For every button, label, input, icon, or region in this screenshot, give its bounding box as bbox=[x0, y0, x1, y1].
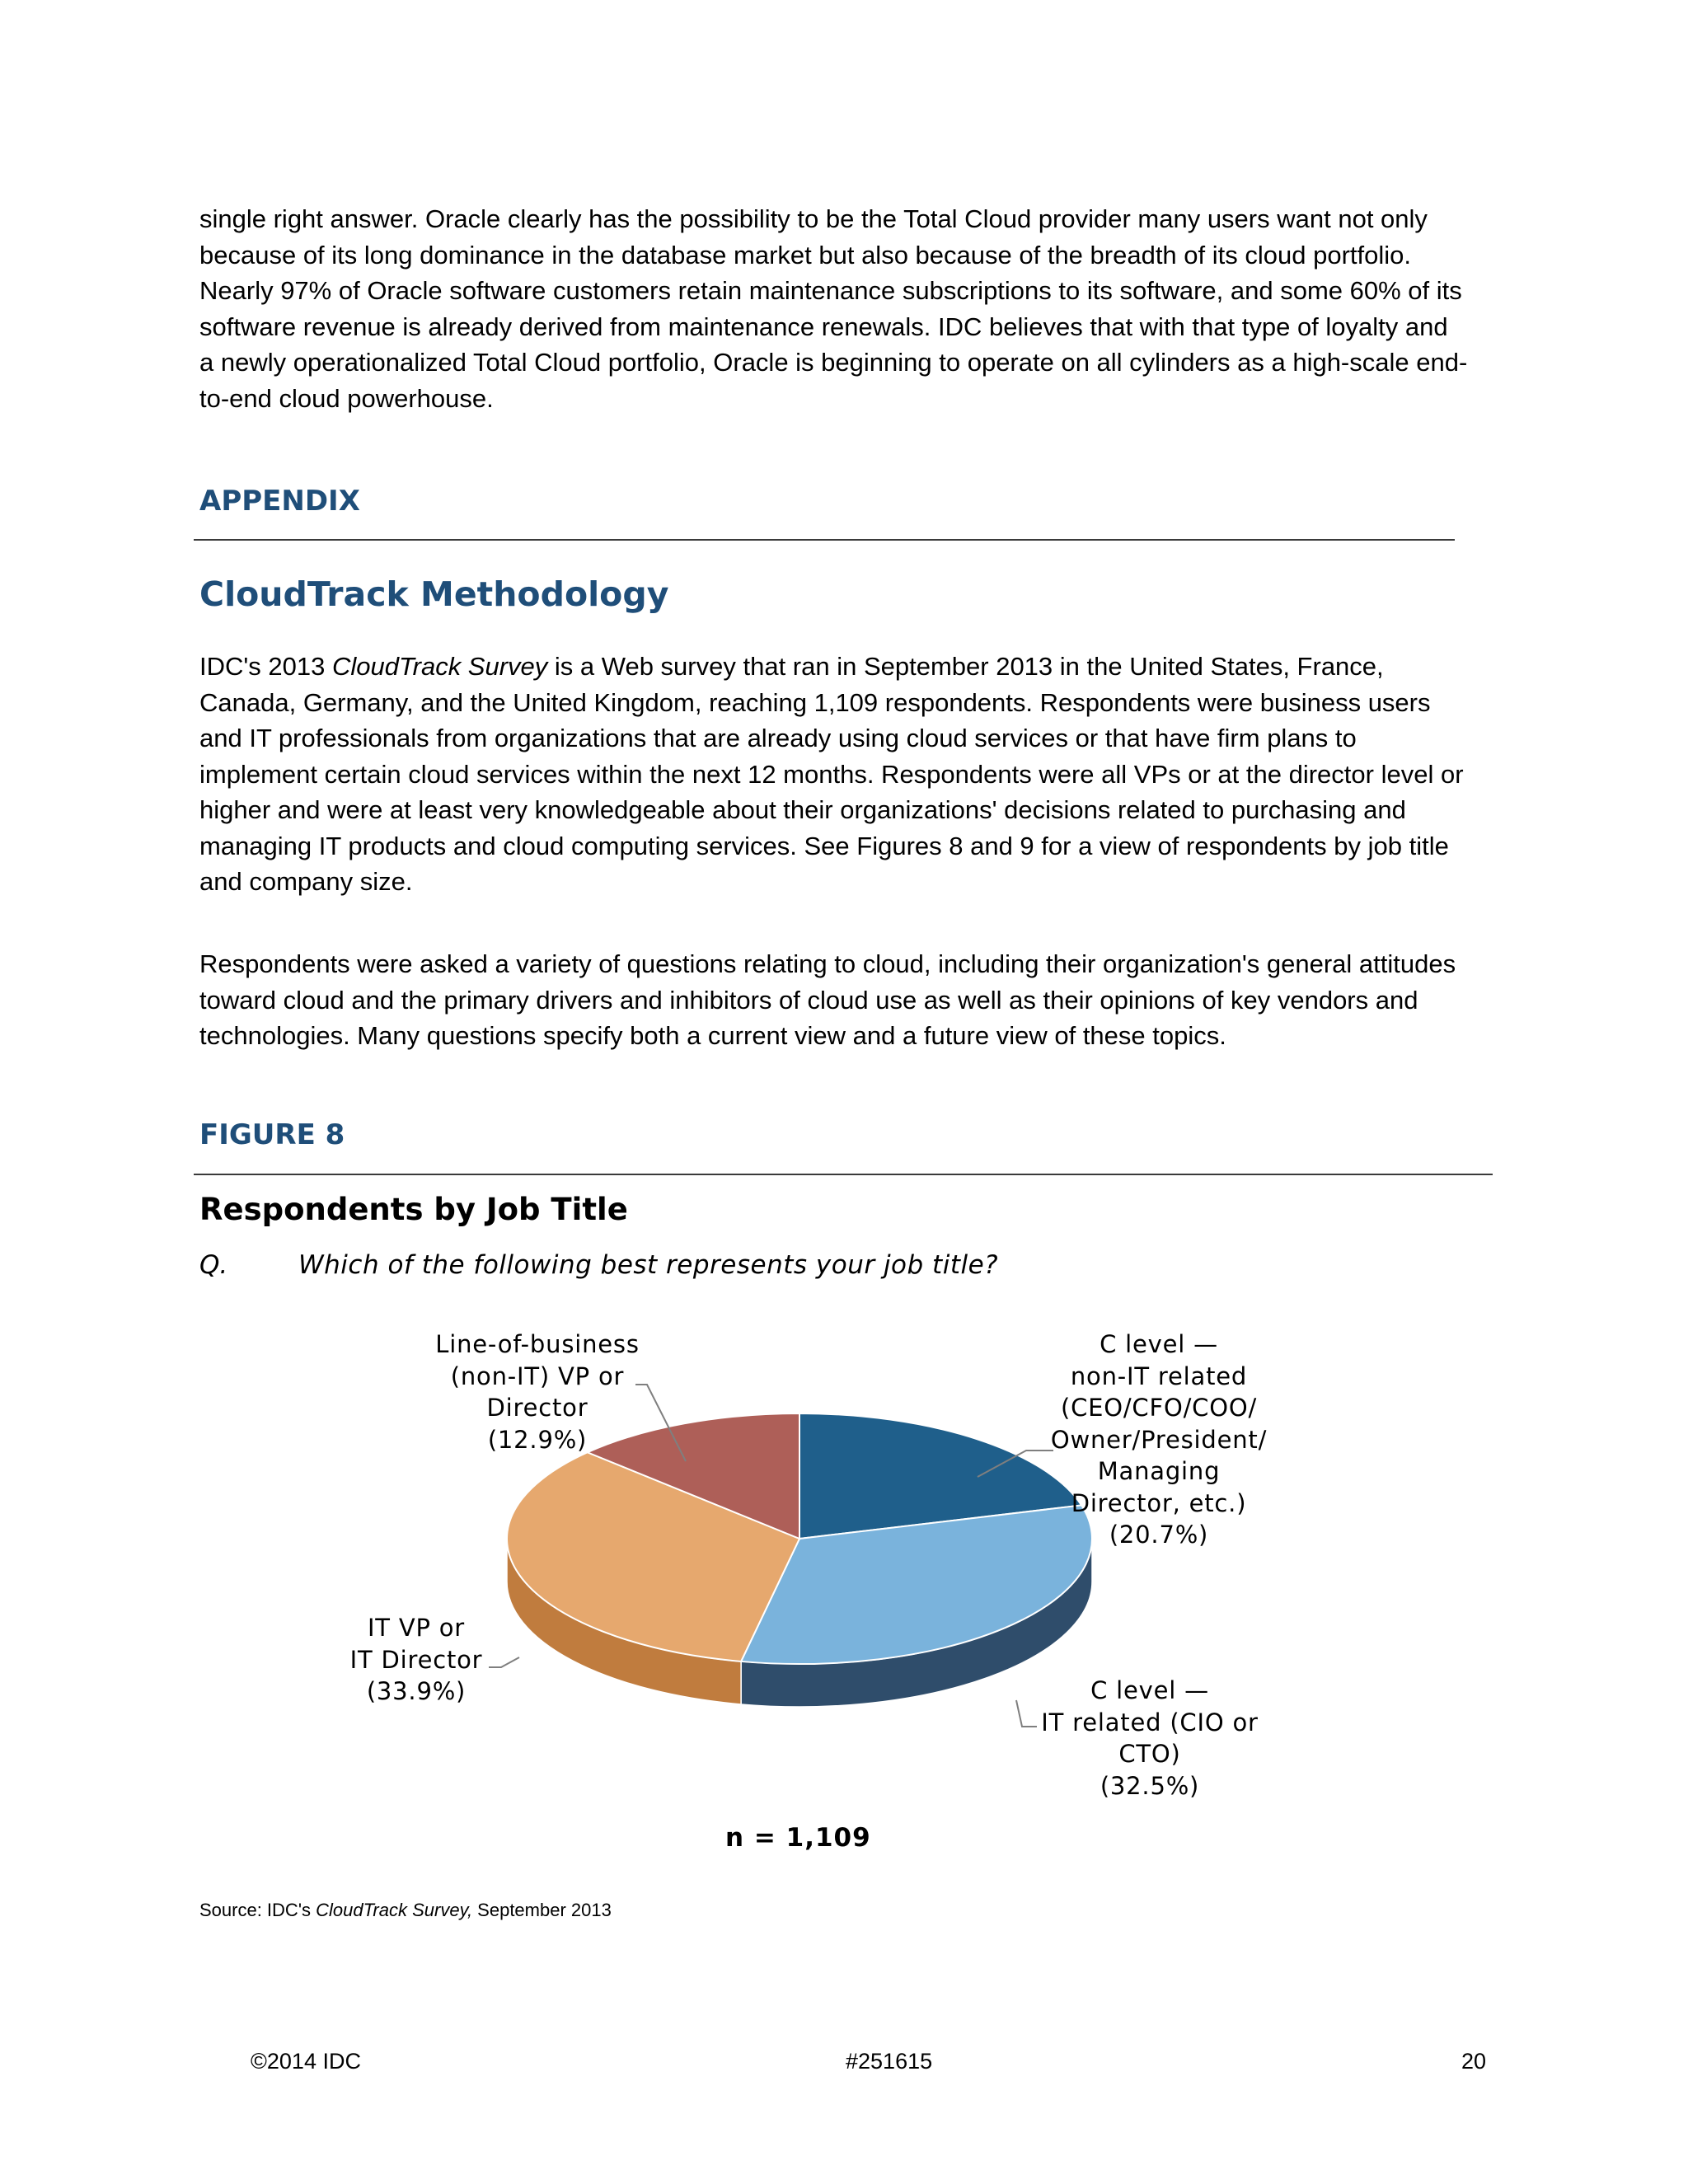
source-suffix: September 2013 bbox=[472, 1900, 612, 1920]
survey-name: CloudTrack Survey bbox=[332, 652, 548, 681]
label-it-vp-text: IT VP or IT Director bbox=[349, 1614, 483, 1674]
methodology-p1-prefix: IDC's 2013 bbox=[199, 652, 332, 681]
label-it-vp bbox=[342, 1612, 490, 1708]
methodology-paragraph-2: Respondents were asked a variety of questions relating to cloud, including their organization's general attitudes toward cloud and the primary drivers and inhibitors of cloud use as well as their opinions of key vendors and technologies. Many questions specify both a current view and a future view of these topics. bbox=[199, 949, 1456, 1050]
sample-size: n = 1,109 bbox=[725, 1823, 871, 1853]
footer-doc-number: #251615 bbox=[846, 2049, 933, 2074]
label-c-level-it-text: C level — IT related (CIO or CTO) bbox=[1041, 1676, 1259, 1768]
footer-copyright: ©2014 IDC bbox=[251, 2049, 361, 2074]
intro-paragraph: single right answer. Oracle clearly has the possibility to be the Total Cloud provider many users want not only because of its long dominance in the database market but also because of the breadth of its cloud portfolio. Nearly 97% of Oracle software customers retain maintenance subscriptions to its software, and some 60% of its software revenue is already derived from maintenance renewals. IDC believes that with that type of loyalty and a newly operationalized Total Cloud portfolio, Oracle is beginning to operate on all cylinders as a high-scale end-to-end cloud powerhouse. bbox=[199, 204, 1468, 413]
label-c-level-non-it-pct: (20.7%) bbox=[1109, 1521, 1209, 1549]
methodology-heading: CloudTrack Methodology bbox=[199, 574, 669, 614]
figure-source bbox=[199, 1900, 612, 1921]
label-c-level-it-pct: (32.5%) bbox=[1100, 1771, 1200, 1800]
footer-page-number: 20 bbox=[1461, 2049, 1487, 2074]
label-line-of-business-pct: (12.9%) bbox=[487, 1425, 588, 1454]
label-c-level-it bbox=[1034, 1675, 1265, 1802]
methodology-p1-body: is a Web survey that ran in September 2013 in the United States, France, Canada, Germany, and the United Kingdom, reaching 1,109 respondents. Respondents were business users and IT professionals from organizations that are already using cloud services or that have firm plans to implement certain cloud services within the next 12 months. Respondents were all VPs or at the director level or higher and were at least very knowledgeable about their organizations' decisions related to purchasing and managing IT products and cloud computing services. See Figures 8 and 9 for a view of respondents by job title and company size. bbox=[199, 652, 1464, 896]
figure-title: Respondents by Job Title bbox=[199, 1192, 628, 1227]
label-it-vp-pct: (33.9%) bbox=[366, 1677, 467, 1705]
question-number: Q. bbox=[199, 1250, 228, 1280]
label-line-of-business bbox=[422, 1329, 653, 1455]
figure-label: FIGURE 8 bbox=[199, 1118, 345, 1151]
appendix-heading: APPENDIX bbox=[199, 485, 360, 518]
source-prefix: Source: IDC's bbox=[199, 1900, 316, 1920]
label-c-level-non-it-text: C level — non-IT related (CEO/CFO/COO/ Owner/President/ Managing Director, etc.) bbox=[1050, 1330, 1268, 1517]
source-survey: CloudTrack Survey, bbox=[316, 1900, 473, 1920]
question-text: Which of the following best represents your job title? bbox=[298, 1250, 999, 1280]
label-line-of-business-text: Line-of-business (non-IT) VP or Director bbox=[435, 1330, 640, 1422]
leader-line-it-vp bbox=[489, 1657, 519, 1667]
label-c-level-non-it bbox=[1047, 1329, 1271, 1551]
